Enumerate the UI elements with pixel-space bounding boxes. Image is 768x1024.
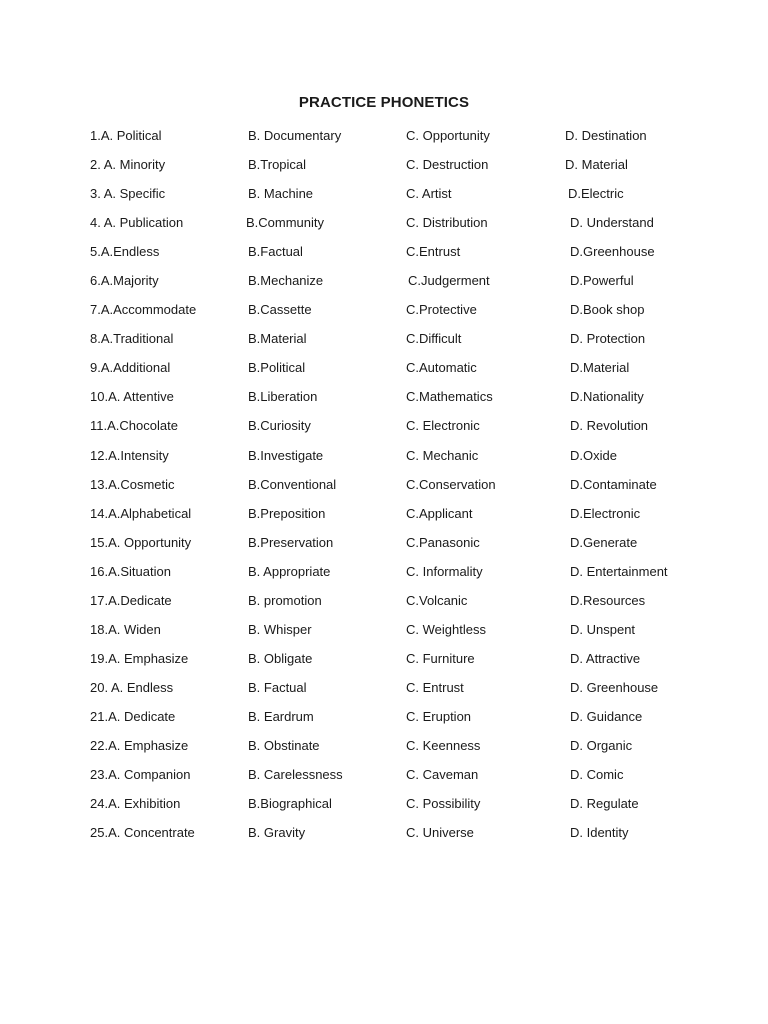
question-list xyxy=(0,127,768,853)
option-a: 13.A.Cosmetic xyxy=(90,476,175,492)
option-c: C. Destruction xyxy=(406,157,489,173)
option-a: 2. A. Minority xyxy=(90,157,166,173)
option-d: D.Powerful xyxy=(570,273,634,289)
question-row xyxy=(0,156,768,185)
option-a: 10.A. Attentive xyxy=(90,389,174,405)
option-b: B.Tropical xyxy=(248,157,307,173)
option-d: D.Material xyxy=(570,360,630,376)
option-a: 20. A. Endless xyxy=(90,679,174,695)
option-d: D.Generate xyxy=(570,534,638,550)
option-a: 18.A. Widen xyxy=(90,621,161,637)
option-b: B.Conventional xyxy=(248,476,337,492)
option-b: B.Biographical xyxy=(248,796,332,812)
option-c: C. Caveman xyxy=(406,767,479,783)
option-d: D. Organic xyxy=(570,737,633,753)
option-d: D.Electric xyxy=(568,186,624,202)
option-c: C.Conservation xyxy=(406,476,496,492)
question-row xyxy=(0,563,768,592)
option-d: D. Entertainment xyxy=(570,563,668,579)
option-b: B. Whisper xyxy=(248,621,312,637)
option-b: B. Eardrum xyxy=(248,708,314,724)
option-d: D. Guidance xyxy=(570,708,643,724)
question-row xyxy=(0,476,768,505)
option-d: D.Book shop xyxy=(570,302,645,318)
option-b: B.Preservation xyxy=(248,534,334,550)
question-row xyxy=(0,650,768,679)
option-a: 11.A.Chocolate xyxy=(90,418,178,434)
option-c: C. Keenness xyxy=(406,737,481,753)
option-c: C. Opportunity xyxy=(406,128,490,143)
option-b: B.Community xyxy=(246,215,325,231)
question-row xyxy=(0,301,768,330)
option-c: C.Protective xyxy=(406,302,477,318)
option-b: B. Machine xyxy=(248,186,314,202)
option-a: 22.A. Emphasize xyxy=(90,737,189,753)
option-a: 5.A.Endless xyxy=(90,244,160,260)
option-b: B. promotion xyxy=(248,592,322,608)
option-b: B.Mechanize xyxy=(248,273,324,289)
option-a: 12.A.Intensity xyxy=(90,447,169,463)
option-d: D.Oxide xyxy=(570,447,617,463)
option-c: C.Mathematics xyxy=(406,389,493,405)
option-a: 6.A.Majority xyxy=(90,273,159,289)
option-d: D. Understand xyxy=(570,215,654,231)
question-row xyxy=(0,417,768,446)
option-d: D. Comic xyxy=(570,767,624,783)
option-b: B. Obligate xyxy=(248,650,313,666)
option-c: C. Artist xyxy=(406,186,452,202)
option-b: B. Documentary xyxy=(248,128,342,143)
option-a: 4. A. Publication xyxy=(90,215,184,231)
question-row xyxy=(0,534,768,563)
option-c: C. Informality xyxy=(406,563,483,579)
option-b: B. Appropriate xyxy=(248,563,331,579)
option-b: B.Curiosity xyxy=(248,418,311,434)
option-a: 3. A. Specific xyxy=(90,186,166,202)
option-a: 21.A. Dedicate xyxy=(90,708,176,724)
question-row xyxy=(0,679,768,708)
option-d: D. Regulate xyxy=(570,796,639,812)
option-c: C.Volcanic xyxy=(406,592,468,608)
option-c: C.Automatic xyxy=(406,360,477,376)
option-d: D.Electronic xyxy=(570,505,641,521)
option-c: C. Possibility xyxy=(406,796,481,812)
option-c: C. Universe xyxy=(406,825,474,841)
question-row xyxy=(0,359,768,388)
option-b: B.Material xyxy=(248,331,307,347)
page-title: PRACTICE PHONETICS xyxy=(298,94,470,111)
question-row xyxy=(0,127,768,156)
option-d: D. Protection xyxy=(570,331,646,347)
option-a: 23.A. Companion xyxy=(90,767,191,783)
option-d: D.Nationality xyxy=(570,389,644,405)
option-b: B. Obstinate xyxy=(248,737,320,753)
option-c: C.Difficult xyxy=(406,331,462,347)
option-c: C. Entrust xyxy=(406,679,464,695)
option-c: C. Weightless xyxy=(406,621,486,637)
option-d: D. Identity xyxy=(570,825,629,841)
option-a: 19.A. Emphasize xyxy=(90,650,189,666)
question-row xyxy=(0,592,768,621)
option-b: B.Investigate xyxy=(248,447,324,463)
question-row xyxy=(0,243,768,272)
question-row xyxy=(0,388,768,417)
question-row xyxy=(0,795,768,824)
option-a: 15.A. Opportunity xyxy=(90,534,192,550)
question-row xyxy=(0,621,768,650)
option-a: 8.A.Traditional xyxy=(90,331,174,347)
question-row xyxy=(0,766,768,795)
option-c: C.Panasonic xyxy=(406,534,480,550)
option-a: 14.A.Alphabetical xyxy=(90,505,192,521)
question-row xyxy=(0,505,768,534)
option-c: C.Judgerment xyxy=(408,273,490,289)
option-b: B.Factual xyxy=(248,244,303,260)
option-d: D. Unspent xyxy=(570,621,636,637)
option-c: C. Electronic xyxy=(406,418,480,434)
option-b: B.Liberation xyxy=(248,389,318,405)
option-d: D. Revolution xyxy=(570,418,649,434)
option-b: B. Gravity xyxy=(248,825,306,841)
question-row xyxy=(0,824,768,853)
option-d: D.Resources xyxy=(570,592,646,608)
option-a: 7.A.Accommodate xyxy=(90,302,197,318)
option-c: C.Entrust xyxy=(406,244,461,260)
option-c: C. Mechanic xyxy=(406,447,479,463)
option-a: 1.A. Political xyxy=(90,128,162,143)
option-d: D. Greenhouse xyxy=(570,679,659,695)
option-b: B.Cassette xyxy=(248,302,312,318)
question-row xyxy=(0,447,768,476)
question-row xyxy=(0,737,768,766)
option-d: D.Contaminate xyxy=(570,476,657,492)
option-a: 24.A. Exhibition xyxy=(90,796,181,812)
option-b: B. Factual xyxy=(248,679,307,695)
option-a: 16.A.Situation xyxy=(90,563,171,579)
option-b: B.Political xyxy=(248,360,306,376)
option-a: 17.A.Dedicate xyxy=(90,592,172,608)
option-c: C.Applicant xyxy=(406,505,473,521)
option-a: 25.A. Concentrate xyxy=(90,825,195,841)
option-c: C. Distribution xyxy=(406,215,488,231)
question-row xyxy=(0,330,768,359)
option-b: B.Preposition xyxy=(248,505,326,521)
option-d: D. Attractive xyxy=(570,650,641,666)
option-d: D. Destination xyxy=(565,128,647,143)
question-row xyxy=(0,185,768,214)
option-c: C. Furniture xyxy=(406,650,475,666)
question-row xyxy=(0,708,768,737)
option-b: B. Carelessness xyxy=(248,767,343,783)
option-d: D. Material xyxy=(565,157,628,173)
option-c: C. Eruption xyxy=(406,708,472,724)
option-d: D.Greenhouse xyxy=(570,244,655,260)
option-a: 9.A.Additional xyxy=(90,360,171,376)
question-row xyxy=(0,214,768,243)
question-row xyxy=(0,272,768,301)
